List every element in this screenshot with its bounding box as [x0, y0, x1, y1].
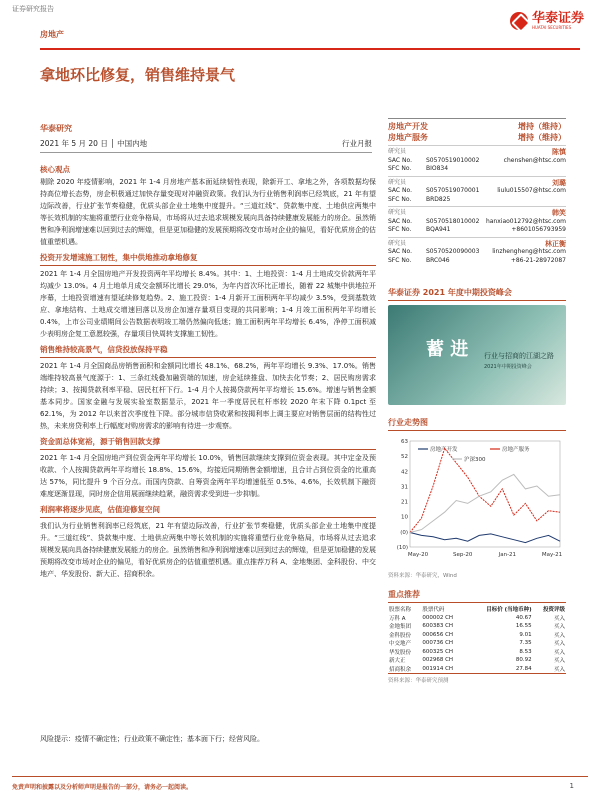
x-tick-label: Jan-21 [498, 552, 517, 558]
col-rating: 投资评级 [542, 607, 565, 614]
analyst-card [388, 237, 566, 268]
stock-rating: 买入 [553, 615, 565, 622]
section-paragraph: 我们认为行业销售利润率已经筑底，21 年有望边际改善，行业扩张节奏稳健，优质头部企业土地集中度提升。“三道红线”、贷款集中度、土地供应两集中等长效机制的实施将重塑行业竞争格局，市场将从过去追求规模发展向具备持续健康发展能力的房企。虽然销售和净利润增速难以回到过去的辉煌，但是更加稳健的发展预期将改变市场对企业的偏见，看好优质房企的估值重塑机遇。重点推荐万科 A、金地集团、金科股份、中交地产、华发股份、新大正、招商积余。 [40, 522, 377, 578]
footer-divider [12, 776, 588, 777]
stock-name: 金科股份 [389, 632, 412, 639]
analyst-card [388, 206, 566, 237]
col-price: 目标价 (当地币种) [486, 607, 532, 614]
stock-code: 002968 CH [422, 657, 454, 664]
analyst-phone: +8601056793959 [511, 226, 566, 233]
rating-row [388, 121, 566, 132]
stock-name: 新大正 [389, 658, 406, 665]
col-name: 股票名称 [389, 607, 412, 614]
logo-subtitle: HUATAI SECURITIES [531, 25, 572, 30]
footer-disclaimer[interactable]: 免责声明和披露以及分析师声明是报告的一部分，请务必一起阅读。 [12, 784, 193, 791]
report-date: 2021 年 5 月 20 日 │ 中国内地 [40, 139, 148, 148]
analyst-sac: S0570520090003 [426, 248, 480, 255]
analyst-card [388, 145, 566, 176]
report-type-label: 证券研究报告 [12, 5, 54, 13]
legend-label: 房地产开发 [430, 447, 458, 453]
target-price: 16.55 [515, 623, 532, 630]
table-row[interactable] [388, 639, 566, 648]
table-row[interactable] [388, 648, 566, 657]
stock-rating: 买入 [553, 632, 565, 639]
analyst-list [388, 145, 566, 267]
y-tick-label: (0) [400, 529, 408, 536]
analyst-sfc-row [388, 257, 566, 266]
section-heading: 投资开发增速施工韧性，集中供地推动拿地修复 [40, 252, 376, 266]
y-tick-label: 31 [401, 484, 408, 491]
banner-calligraphy: 蓄 进 [426, 339, 469, 360]
stock-name: 中交地产 [389, 641, 412, 648]
analyst-role: 研究员 [388, 178, 407, 186]
sfc-label: SFC No. [388, 195, 412, 203]
analyst-sac: S0570518010002 [426, 217, 480, 225]
analyst-sfc-row [388, 196, 566, 205]
huatai-logo-icon [510, 12, 528, 30]
rating-box [388, 118, 566, 145]
analyst-sac-row [388, 218, 566, 227]
series-line-2 [410, 474, 560, 532]
banner-text: 行业与招商的江湖之路 [484, 352, 554, 360]
table-row[interactable] [388, 656, 566, 665]
industry-trend-chart [388, 435, 566, 567]
rating-value: 增持（维持） [518, 122, 566, 131]
analyst-name: 林正衡 [545, 239, 566, 248]
page-number: 1 [569, 782, 574, 790]
recommend-title: 重点推荐 [388, 589, 566, 603]
header-divider [40, 48, 580, 50]
section-heading: 销售维持较高景气，信贷投放保持平稳 [40, 344, 376, 358]
stock-code: 600383 CH [422, 623, 454, 630]
section-paragraph: 2021 年 1-4 月全国房地产到位资金两年平均增长 10.0%，销售回款继续支撑到位资金表现。其中定金及预收款、个人按揭贷款两年平均增长 18.8%、15.6%，均接近同期销售金额增速，且合计占到位资金的比重高达 57%，同比提升 9 个百分点。而国内贷款、自筹资金两年平均增速低至 0.5%、4.6%，长效机制下融资难度逐渐显现，同时房企信用展面继续趋紧，融资需求受到进一步抑制。 [40, 454, 376, 498]
stock-name: 金地集团 [389, 624, 412, 631]
target-price: 40.67 [515, 614, 532, 621]
chart-source: 资料来源：华泰研究，Wind [388, 573, 457, 579]
stock-rating: 买入 [553, 658, 565, 665]
analyst-sac: S0570519010002 [426, 156, 480, 164]
sac-label: SAC No. [388, 248, 412, 255]
analyst-sac-row [388, 157, 566, 166]
y-tick-label: 42 [401, 469, 408, 476]
sector-tag: 房地产 [40, 30, 64, 39]
recommend-table [388, 605, 566, 674]
table-row[interactable] [388, 631, 566, 640]
section-heading: 核心观点 [40, 165, 70, 174]
recommend-header-row [388, 605, 566, 614]
rating-value: 增持（维持） [518, 133, 566, 142]
sfc-label: SFC No. [388, 256, 412, 264]
target-price: 80.92 [515, 657, 532, 664]
stock-rating: 买入 [553, 624, 565, 631]
analyst-sfc: BRD825 [426, 195, 451, 203]
section-paragraph: 2021 年 1-4 月全国商品房销售面积和金额同比增长 48.1%、68.2%，两年平均增长 9.3%、17.0%。销售端维持较高景气度源于：1、三条红线叠加融资端的加速，房企延续推盘、加快去化节奏；2、居民购房需求持续；3、按揭贷款利率平稳、居民杠杆下行。1-4 月个人按揭贷款两年平均增长 15.6%。增速与销售金额基本同步。国家金融与发展实验室数据显示，2021 年一季度居民杠杆率较 2020 年末下降 0.1pct 至 62.1%，为 2012 年以来首次季度性下降。部分城市信贷收紧和按揭利率上调主要应对销售层面的结构性过热，未来房贷利率上行幅度对购房需求的影响有待进一步观察。 [40, 362, 376, 430]
sfc-label: SFC No. [388, 226, 412, 233]
chart-title: 行业走势图 [388, 417, 566, 431]
stock-rating: 买入 [553, 641, 565, 648]
x-tick-label: May-20 [407, 552, 429, 558]
legend-label: 沪深300 [464, 457, 486, 463]
research-org: 华泰研究 [40, 124, 72, 133]
report-meta [40, 138, 372, 153]
analyst-sac: S0570519070001 [426, 187, 480, 194]
y-tick-label: (10) [396, 545, 408, 551]
stock-rating: 买入 [533, 665, 566, 674]
target-price: 27.84 [467, 665, 533, 674]
y-tick-label: 52 [401, 454, 408, 461]
y-tick-label: 63 [401, 439, 408, 445]
analyst-sfc-row [388, 226, 566, 235]
y-tick-label: 10 [401, 514, 408, 521]
y-tick-label: 21 [401, 499, 408, 506]
recommend-source: 资料来源：华泰研究预测 [388, 677, 449, 684]
analyst-email[interactable]: linzhengheng@htsc.com [492, 248, 566, 255]
stock-code: 600325 CH [422, 648, 454, 655]
analyst-role: 研究员 [388, 239, 407, 247]
sac-label: SAC No. [388, 187, 412, 194]
analyst-email[interactable]: liulu015507@htsc.com [497, 187, 566, 194]
main-body [40, 160, 376, 580]
stock-code: 001914 CH [421, 665, 466, 674]
legend-label: 房地产服务 [502, 447, 530, 453]
report-kind: 行业月报 [342, 139, 372, 148]
rating-sector: 房地产开发 [388, 122, 428, 131]
table-row[interactable] [388, 622, 566, 631]
analyst-sac-row [388, 248, 566, 257]
analyst-name: 陈慎 [552, 148, 566, 156]
analyst-role: 研究员 [388, 209, 407, 216]
section-heading: 资金面总体宽裕，源于销售回款支撑 [40, 436, 376, 450]
x-tick-label: May-21 [541, 552, 563, 558]
section-heading: 利润率将逐步见底，估值迎修复空间 [40, 504, 376, 518]
rating-row [388, 132, 566, 143]
stock-rating: 买入 [553, 649, 565, 656]
target-price: 7.35 [519, 640, 532, 647]
analyst-email[interactable]: chenshen@htsc.com [503, 156, 566, 164]
section-paragraph: 剔除 2020 年疫情影响，2021 年 1-4 月房地产基本面延续韧性表现，除新开工、拿地之外，各项数据均保持高位增长态势，房企积极通过加快存量变现对冲融资政策。我们认为行业销售利润率已经筑底，21 年有望边际改善，行业扩张节奏稳健，优质头部企业土地集中度提升。“三道红线”、贷款集中度、土地供应两集中等长效机制的实施将重塑行业竞争格局，市场将从过去追求规模发展向具备持续健康发展能力的房企。虽然销售和净利润增速难以回到过去的辉煌，但是更加稳健的发展预期将改变市场对企业的偏见，看好优质房企的估值重塑机遇。 [40, 178, 376, 246]
analyst-sfc: BRC046 [426, 256, 450, 264]
report-title: 拿地环比修复，销售维持景气 [40, 66, 236, 84]
stock-name: 华发股份 [389, 649, 412, 656]
series-line-0 [410, 533, 560, 543]
section-paragraph: 2021 年 1-4 月全国房地产开发投资两年平均增长 8.4%。其中：1、土地投资：1-4 月土地成交价款两年平均减少 13.0%。4 月土地单月成交金额环比增长 29.0%，为年内首次环比正增长，随着 22 城集中供地拉开序幕，土地投资增速有望延续修复趋势。2、施工投资：1-4 月新开工面积两年平均减少 3.5%，受到基数效应、拿地结构、土地成交增速回落以及房企加速存量项目变现的共同影响；1-4 月竣工面积两年平均增长 0.4%，上市公司业绩期间公告数据表明竣工端仍然偏向低迷；施工面积两年平均增长 6.4%，净停工面积减少表明房企复工意愿较强，存量项目快周转支撑施工韧性。 [40, 270, 376, 338]
logo-name: 华泰证券 [531, 11, 584, 26]
analyst-sac-row [388, 187, 566, 196]
stock-code: 000002 CH [422, 614, 454, 621]
analyst-sfc: BQA941 [426, 226, 451, 233]
analyst-name: 韩笑 [552, 209, 566, 217]
analyst-email[interactable]: hanxiao012792@htsc.com [485, 217, 566, 225]
analyst-card [388, 176, 566, 207]
table-row[interactable] [388, 614, 566, 623]
rating-sector: 房地产服务 [388, 133, 428, 142]
conference-banner[interactable] [388, 305, 566, 405]
stock-name: 招商积余 [388, 665, 421, 674]
target-price: 9.01 [519, 631, 532, 638]
sidebar [388, 118, 566, 684]
analyst-sfc-row [388, 165, 566, 174]
banner-subtext: 2021年中期投资峰会 [484, 364, 532, 370]
stock-code: 000736 CH [422, 640, 454, 647]
stock-name: 万科 A [389, 615, 406, 622]
risk-warning: 风险提示：疫情不确定性；行业政策不确定性；基本面下行；经营风险。 [40, 735, 264, 743]
x-tick-label: Sep-20 [452, 552, 473, 558]
analyst-name: 刘璐 [552, 178, 566, 187]
col-code: 股票代码 [422, 607, 445, 614]
table-row[interactable] [388, 665, 566, 674]
sac-label: SAC No. [388, 217, 412, 225]
analyst-sfc: BIO834 [426, 165, 449, 172]
stock-code: 000656 CH [422, 631, 454, 638]
analyst-role: 研究员 [388, 148, 407, 155]
target-price: 8.53 [519, 648, 532, 655]
huatai-logo [510, 12, 584, 30]
sfc-label: SFC No. [388, 165, 412, 172]
sac-label: SAC No. [388, 156, 412, 164]
analyst-phone: +86-21-28972087 [510, 256, 566, 264]
conference-title: 华泰证券 2021 年度中期投资峰会 [388, 287, 566, 301]
